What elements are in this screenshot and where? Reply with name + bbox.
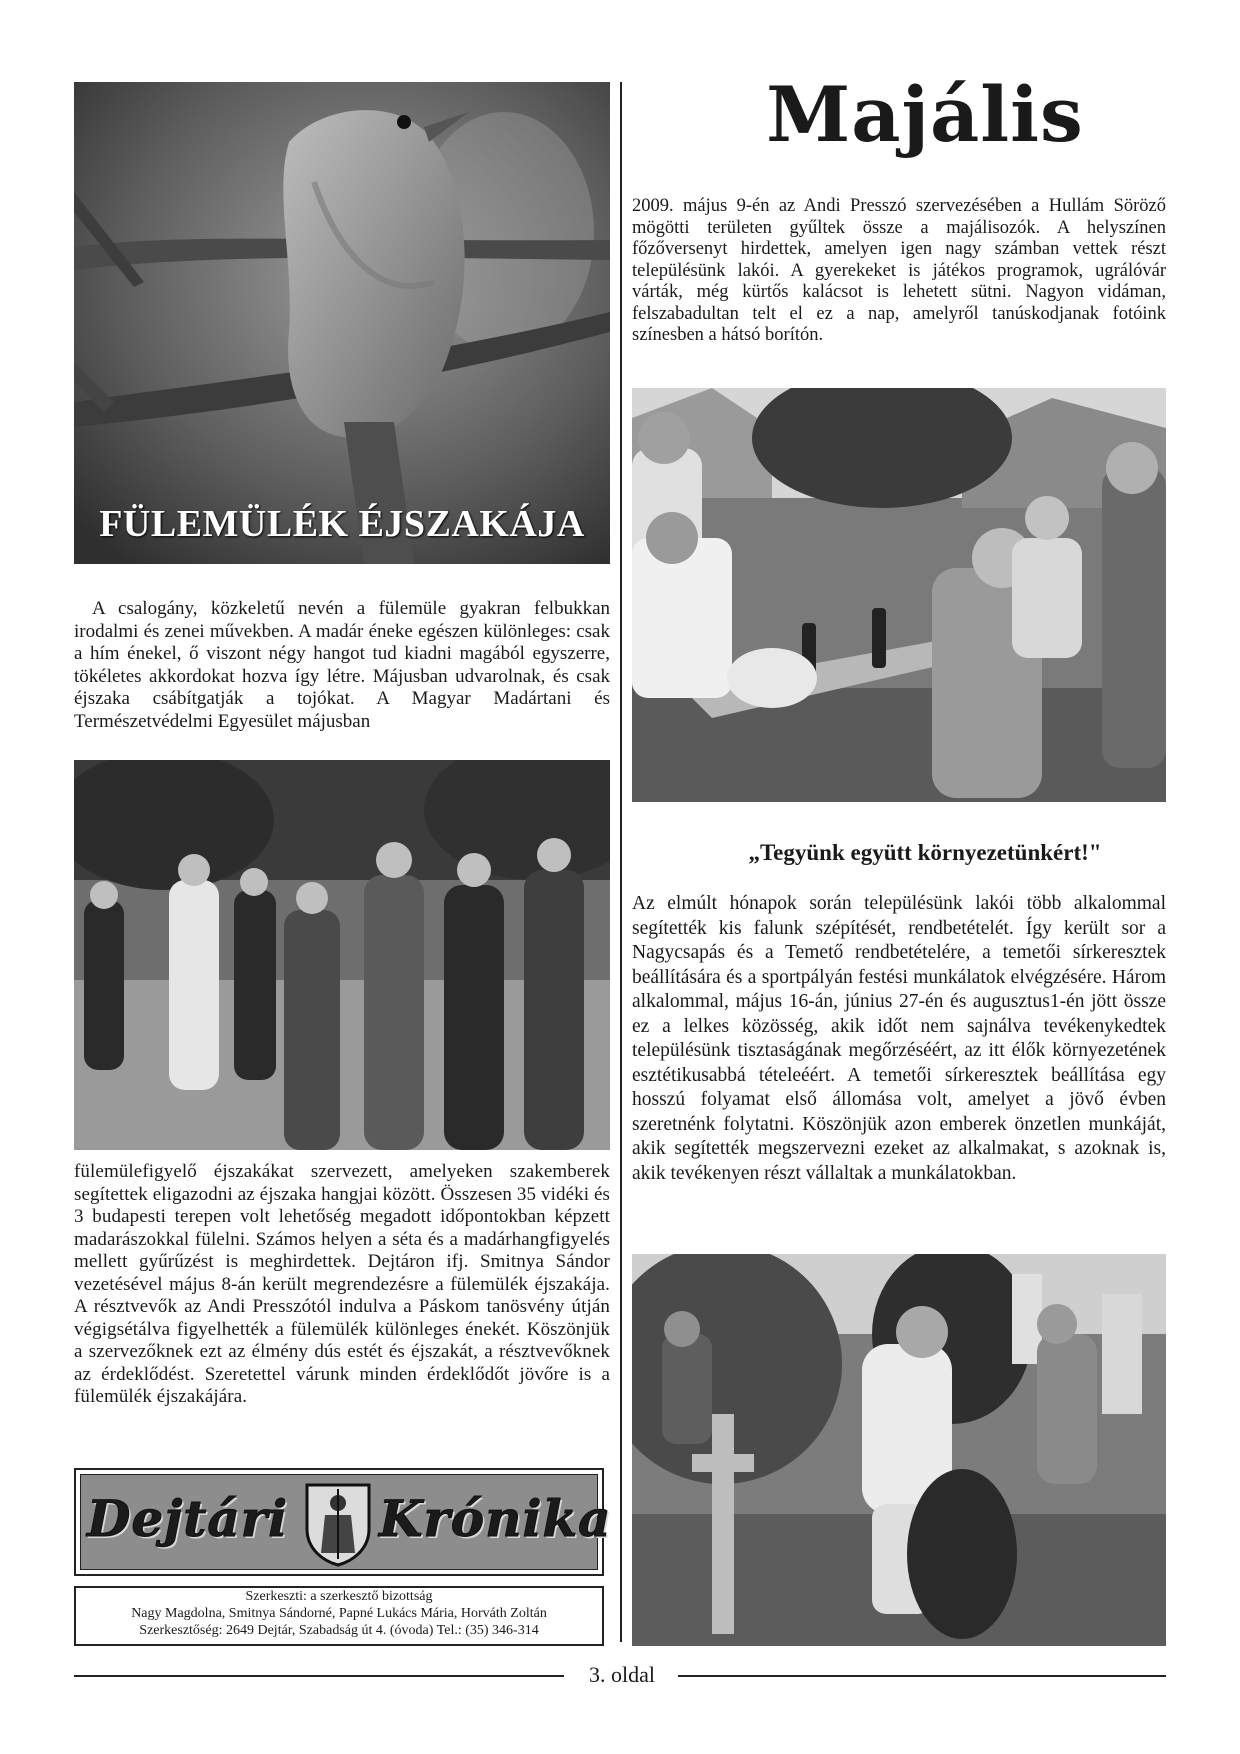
- tegyunk-paragraph: Az elmúlt hónapok során településünk lakói több alkalommal segítették kis falunk szépítését, rendbetételét. Így került sor a Nagycsapás és a Temető rendbetételére, a temetői sírkeresztek beállítására és a sportpályán festési munkálatok elvégzésére. Három alkalommal, május 16-án, június 27-én és augusztus1-én jött össze ez a lelkes közösség, akik időt nem sajnálva tevékenykedtek településünk tisztaságának megőrzéséért, az itt élők környezetének esztétikusabbá tételeéért. A temetői sírkeresztek beállítása egy hosszú folyamat első állomása volt, amelyet a jövő évben szeretnénk folytatni. Köszönjük azon emberek önzetlen munkáját, akik segítették megszervezni ezeket az alkalmakat, s azoknak is, akik tevékenyen részt vállaltak a munkálatokban.: [632, 893, 1166, 1184]
- nightingale-photo: [74, 82, 610, 564]
- coat-of-arms-icon: [303, 1481, 373, 1567]
- cemetery-cleanup-photo: [632, 1254, 1166, 1646]
- editors-line-3: Szerkesztőség: 2649 Dejtár, Szabadság út 4. (óvoda) Tel.: (35) 346-314: [139, 1623, 539, 1638]
- fulemulek-paragraph-1: A csalogány, közkeletű nevén a fülemüle gyakran felbukkan irodalmi és zenei művekben. A madár éneke egészen különleges: csak a hím énekel, ő viszont négy hangot tud kiadni magából egyszerre, tökéletes akkordokat hozva így létre. Májusban udvarolnak, és csak éjszaka csábítgatják a tojókat. A Magyar Madártani és Természetvédelmi Egyesület májusban: [74, 598, 610, 732]
- fulemulek-paragraph-2: fülemülefigyelő éjszakákat szervezett, amelyeken szakemberek segítettek eligazodni az éjszaka hangjai között. Összesen 35 vidéki és 3 budapesti terepen volt lehetőség megadott időpontokban képzett madarászokkal fülelni. Számos helyen a séta és a madárhangfigyelés mellett gyűrűzést is meghirdettek. Dejtáron ifj. Smitnya Sándor vezetésével május 8-án került megrendezésre a fülemülék éjszakája. A résztvevők az Andi Presszótól indulva a Páskom tanösvény útján végigsétálva figyelhették a fülemülék különleges énekét. Köszönjük a szervezőknek ezt az élmény dús estét és éjszakát, a résztvevőknek az érdeklődést. Szeretettel várunk minden érdeklődőt jövőre is a fülemülék éjszakájára.: [74, 1161, 610, 1407]
- nightingale-image: [74, 82, 610, 564]
- picnic-image: [632, 388, 1166, 802]
- masthead-logo: [74, 1468, 612, 1576]
- editors-line-2: Nagy Magdolna, Smitnya Sándorné, Papné Lukács Mária, Horváth Zoltán: [131, 1606, 547, 1621]
- editorial-info-box: [74, 1586, 604, 1646]
- hikers-photo: [74, 760, 610, 1150]
- footer-rule-right: [678, 1675, 1166, 1677]
- masthead-word-dejtari: Dejtári: [87, 1489, 289, 1548]
- hikers-image: [74, 760, 610, 1150]
- majalis-paragraph: 2009. május 9-én az Andi Presszó szervezésében a Hullám Söröző mögötti területen gyűltek össze a majálisozók. A helyszínen főzőversenyt hirdettek, amelyen igen nagy számban vettek részt településünk lakói. A gyerekeket is játékos programok, ugrálóvár várták, még kürtős kalácsot is lehetett sütni. Nagyon vidáman, felszabadultan telt el ez a nap, amelyről tanúskodjanak fotóink színesben a hátsó borítón.: [632, 196, 1166, 345]
- masthead-word-kronika: Krónika: [379, 1489, 612, 1548]
- article-title-tegyunk: „Tegyünk együtt környezetünkért!": [748, 840, 1102, 865]
- editors-line-1: Szerkeszti: a szerkesztő bizottság: [245, 1589, 433, 1604]
- page-number: 3. oldal: [589, 1662, 655, 1687]
- masthead-background: [80, 1474, 612, 1570]
- article-title-fulemulek: FÜLEMÜLÉK ÉJSZAKÁJA: [99, 503, 585, 545]
- cemetery-cleanup-image: [632, 1254, 1166, 1646]
- picnic-photo: [632, 388, 1166, 802]
- footer-rule-left: [74, 1675, 564, 1677]
- article-title-majalis: Majális: [766, 70, 1084, 159]
- column-divider: [620, 82, 622, 1642]
